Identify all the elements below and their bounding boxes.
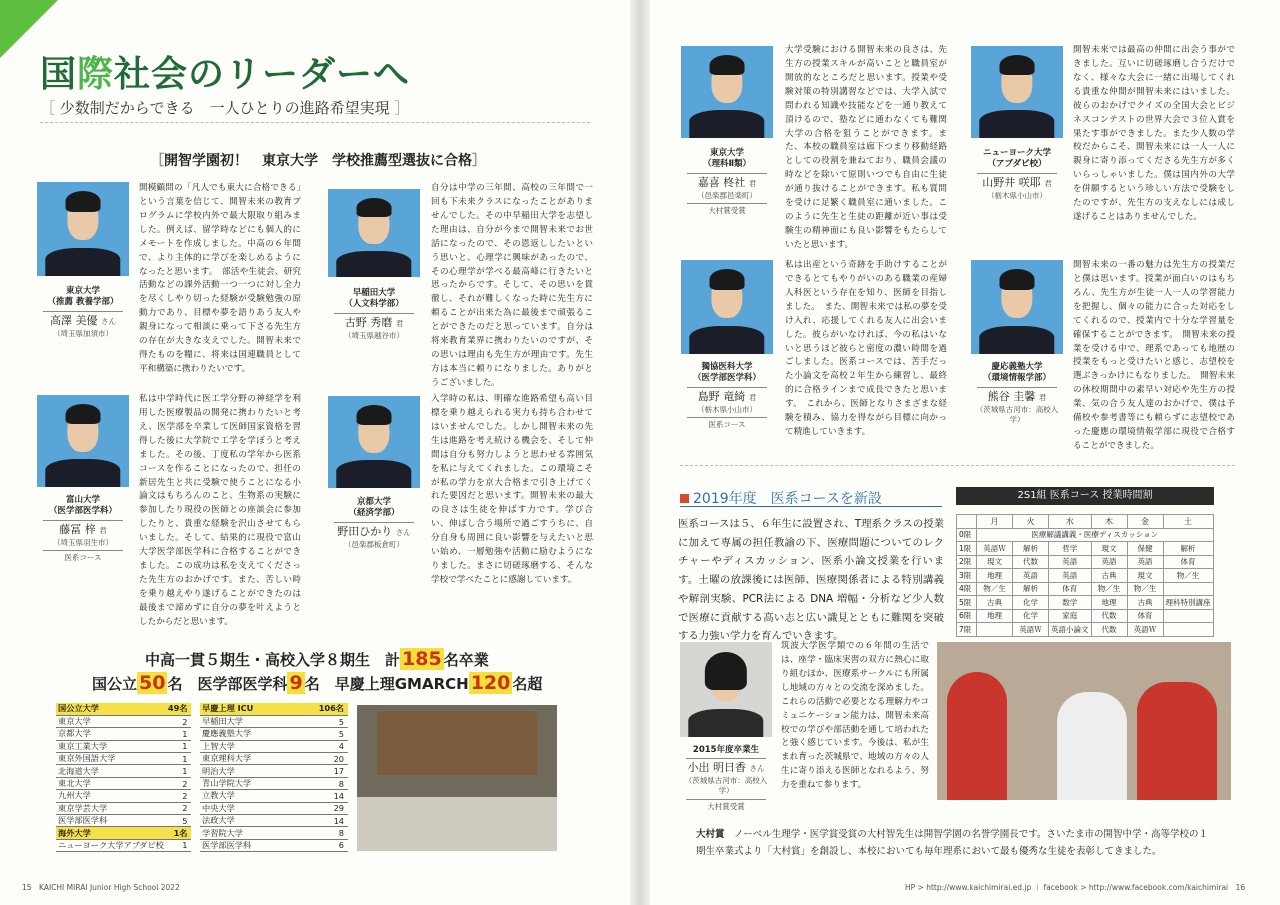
univ-count: 1 xyxy=(166,728,192,740)
timetable-cell: 物／生 xyxy=(977,582,1013,596)
timetable-cell: 家庭 xyxy=(1049,609,1092,623)
student-caption: 早稲田大学 （人文科学部） 古野 秀磨 君 （埼玉県越谷市） xyxy=(328,288,420,341)
timetable-cell: 現文 xyxy=(1127,569,1163,583)
timetable-period: 1限 xyxy=(957,542,977,556)
timetable-period: 2限 xyxy=(957,555,977,569)
footer-right: HP > http://www.kaichimirai.ed.jp ｜ facebook > http://www.facebook.com/kaichimirai 16 xyxy=(905,883,1246,892)
section-heading: 2019年度 医系コースを新設 xyxy=(680,488,882,508)
timetable-cell: 物／生 xyxy=(1127,582,1163,596)
timetable-cell: 代数 xyxy=(1013,555,1049,569)
table-row xyxy=(56,839,191,851)
table-row xyxy=(56,703,191,715)
timetable-cell: 古典 xyxy=(1127,596,1163,610)
table-row xyxy=(200,802,348,814)
univ-name: 上智大学 xyxy=(200,740,295,752)
timetable-cell: 英語 xyxy=(1013,569,1049,583)
univ-count: 29 xyxy=(295,802,348,814)
univ-name: 法政大学 xyxy=(200,815,295,827)
table-row xyxy=(200,765,348,777)
univ-name: 慶應義塾大学 xyxy=(200,728,295,740)
table-row xyxy=(56,753,191,765)
timetable-cell: 哲学 xyxy=(1049,542,1092,556)
table-row xyxy=(56,715,191,727)
timetable-day: 金 xyxy=(1127,515,1163,529)
timetable-period: 0限 xyxy=(957,528,977,542)
course-description: 医系コースは５、６年生に設置され、T理系クラスの授業に加えて専属の担任教諭の下、医療問題についてのレクチャーやディスカッション、医系小論文授業を行います。土曜の放課後には医師、医療関係者による特別講義や解剖実験、PCR法による DNA 増幅・分析など少人数で医療に貢献する高い志と広い識見とともに難関を突破する力強い学力を育んでいきます。 xyxy=(678,518,944,643)
timetable-cell: 英語 xyxy=(1127,555,1163,569)
timetable-cell: 物／生 xyxy=(1091,582,1127,596)
timetable-row xyxy=(957,582,1214,596)
univ-name: 九州大学 xyxy=(56,790,166,802)
table-row xyxy=(200,715,348,727)
timetable-cell: 代数 xyxy=(1091,609,1127,623)
univ-count: 2 xyxy=(166,777,192,789)
private-univ-table xyxy=(200,703,348,852)
student-photo xyxy=(681,46,773,138)
univ-name: 医学部医学科 xyxy=(200,839,295,851)
table-row xyxy=(56,728,191,740)
timetable-day: 水 xyxy=(1049,515,1092,529)
univ-count: 106名 xyxy=(295,703,348,715)
univ-count: 8 xyxy=(295,827,348,839)
group-photo xyxy=(357,705,557,851)
timetable-cell: 医療解議講義・医療ディスカッション xyxy=(977,528,1214,542)
univ-name: 東北大学 xyxy=(56,777,166,789)
timetable-row xyxy=(957,623,1214,637)
timetable-cell: 地理 xyxy=(977,609,1013,623)
student-photo xyxy=(971,260,1063,354)
divider xyxy=(680,465,1235,466)
timetable-day: 火 xyxy=(1013,515,1049,529)
divider xyxy=(40,122,590,123)
univ-name: 明治大学 xyxy=(200,765,295,777)
timetable-cell xyxy=(1163,609,1213,623)
univ-name: 早慶上理 ICU xyxy=(200,703,295,715)
univ-name: 東京学芸大学 xyxy=(56,802,166,814)
timetable-cell: 現文 xyxy=(977,555,1013,569)
page-gutter xyxy=(630,0,650,905)
timetable-day: 月 xyxy=(977,515,1013,529)
univ-count: 2 xyxy=(166,802,192,814)
univ-name: 学習院大学 xyxy=(200,827,295,839)
univ-count: 2 xyxy=(166,715,192,727)
table-row xyxy=(56,777,191,789)
student-caption: 富山大学 （医学部医学科） 藤冨 梓 君 （埼玉県羽生市） 医系コース xyxy=(37,495,129,563)
graduate-caption: 2015年度卒業生 小出 明日香 さん （茨城県古河市：高校入学） 大村賞受賞 xyxy=(684,745,768,811)
timetable-cell xyxy=(1163,582,1213,596)
univ-count: 5 xyxy=(166,815,192,827)
student-text: 大学受験における開智未来の良さは、先生方の授業スキルが高いことと職員室が開放的なところだと思います。授業や受験対策の特別講習などでは、大学入試で問われる知識や技能などを一通り教えて頂けるので、塾などに通わなくても難関大学の合格を狙うことができます。また、本校の職員室は廊下つまり移動経路としての役割を兼ねており、職員会議の時などを除いて原則いつでも自由に生徒が通り抜けることができます。私も質問を受けに足繁く職員室に通いました。このように先生と生徒の距離が近い事は受験生の精神面にも良い影響をもたらしていたと思います。 xyxy=(785,45,947,250)
timetable-row xyxy=(957,542,1214,556)
student-caption: 東京大学 （推薦 教養学部） 高澤 美優 さん （埼玉県加須市） xyxy=(37,286,129,339)
timetable-cell: 英語 xyxy=(1091,555,1127,569)
univ-name: 京都大学 xyxy=(56,728,166,740)
univ-name: 医学部医学科 xyxy=(56,815,166,827)
table-row xyxy=(200,839,348,851)
timetable-cell: 化学 xyxy=(1013,596,1049,610)
table-row xyxy=(200,777,348,789)
univ-count: 49名 xyxy=(166,703,192,715)
student-caption: 東京大学 （理科Ⅱ類） 嘉喜 柊社 君 （邑楽郡邑楽町） 大村賞受賞 xyxy=(681,148,773,216)
timetable-cell: 古典 xyxy=(977,596,1013,610)
timetable-row xyxy=(957,528,1214,542)
timetable-cell: 体育 xyxy=(1127,609,1163,623)
student-text: 開模顧問の「凡人でも東大に合格できる」という言葉を信じて、開智未来の教育プログラムに学校内外で最大限取り組みました。例えば、留学時などにも個人的にメモートを作成しました。中高の６年間で、より主体的に学びを楽しめるようになったと思います。 部活や生徒会、研究活動などの課外活動一つ一つに対し全力を尽くしやり切った経験が受験勉強の原動力であり、目標や夢を語りあう友人や親身になって相談に乗って下さる先生方の存在が大きな支えでした。開智未来で得たものを糧に、将来は国連職員として平和構築に携わりたいです。 xyxy=(139,183,301,374)
timetable-row xyxy=(957,609,1214,623)
timetable-cell: 英語Ｗ xyxy=(1013,623,1049,637)
timetable-period: 7限 xyxy=(957,623,977,637)
timetable-row xyxy=(957,555,1214,569)
timetable-cell xyxy=(1163,623,1213,637)
timetable-cell: 体育 xyxy=(1163,555,1213,569)
table-row xyxy=(200,790,348,802)
timetable-cell: 数学 xyxy=(1049,596,1092,610)
univ-name: 立教大学 xyxy=(200,790,295,802)
national-univ-table xyxy=(56,703,191,852)
univ-count: 1 xyxy=(166,839,192,851)
student-text: 私は中学時代に医工学分野の神経学を利用した医療製品の開発に携わりたいと考え、医学部を卒業して医師国家資格を習得した後に大学院で工学を学ぼうと考えました。その後、丁度私の学年から医系コースを作ることになったので、担任の新居先生と共に受験で使うことになる小論文はもちろんのこと、生物系の実験に参加したり現役の医師との座談会に参加したりと、貴重な経験を沢山させてもらいました。そして、結果的に現役で富山大学医学部医学科に合格することができました。この成功は私を支えてくださった先生方のおかげです。また、苦しい時を乗り越えやり遂げることができたのは最後まで諦めずに自分の夢を叶えようとしたからだと思います。 xyxy=(139,394,301,627)
admission-stats: 国公立 50 名 医学部医学科 9 名 早慶上理GMARCH 120 名超 xyxy=(92,672,543,694)
univ-name: 国公立大学 xyxy=(56,703,166,715)
timetable xyxy=(956,514,1214,637)
student-photo xyxy=(328,396,420,488)
timetable-header xyxy=(957,515,1214,529)
univ-name: 東京理科大学 xyxy=(200,753,295,765)
timetable-period: 6限 xyxy=(957,609,977,623)
table-row xyxy=(56,802,191,814)
timetable-cell: 地理 xyxy=(977,569,1013,583)
table-row xyxy=(56,815,191,827)
timetable-cell: 古典 xyxy=(1091,569,1127,583)
timetable-day: 土 xyxy=(1163,515,1213,529)
table-row xyxy=(200,728,348,740)
section-heading: ［開智学園初！ 東京大学 学校推薦型選抜に合格］ xyxy=(150,153,486,169)
table-row xyxy=(56,740,191,752)
univ-name: 東京工業大学 xyxy=(56,740,166,752)
timetable-period: 5限 xyxy=(957,596,977,610)
timetable-cell: 現文 xyxy=(1091,542,1127,556)
timetable-row xyxy=(957,596,1214,610)
omura-award-note: 大村賞 ノーベル生理学・医学賞受賞の大村智先生は開智学園の名誉学園長です。さいたま市の開智中学・高等学校の１期生卒業式より「大村賞」を創設し、本校においても毎年理系において最も優秀な生徒を表彰してきました。 xyxy=(696,829,1208,858)
graduate-photo xyxy=(680,642,772,737)
timetable-day xyxy=(957,515,977,529)
univ-count: 1 xyxy=(166,753,192,765)
timetable-cell: 英語小論文 xyxy=(1049,623,1092,637)
student-text: 開智未来では最高の仲間に出会う事ができました。互いに切磋琢磨し合うだけでなく、様々な大会に一緒に出場してくれる貴重な仲間が開智未来にはいました。彼らのおかげでクイズの全国大会とビジネスコンテストの世界大会で３位入賞を果たす事ができました。また少人数の学校だからこそ、開智未来には一人一人に親身に寄り添ってくださる先生方が多くいらっしゃいました。僕は国内外の大学を併願するという珍しい方法で受験をしたのですが、先生方の支えなしには成し遂げることはありませんでした。 xyxy=(1073,45,1235,223)
univ-count: 5 xyxy=(295,728,348,740)
univ-name: 北海道大学 xyxy=(56,765,166,777)
table-row xyxy=(56,827,191,839)
univ-count: 17 xyxy=(295,765,348,777)
student-photo xyxy=(971,46,1063,138)
timetable-cell: 英語Ｗ xyxy=(977,542,1013,556)
univ-count: 8 xyxy=(295,777,348,789)
table-row xyxy=(200,740,348,752)
univ-count: 1名 xyxy=(166,827,192,839)
univ-name: 早稲田大学 xyxy=(200,715,295,727)
timetable-day: 木 xyxy=(1091,515,1127,529)
univ-count: 14 xyxy=(295,790,348,802)
student-photo xyxy=(328,189,420,277)
timetable-row xyxy=(957,569,1214,583)
student-text: 入学時の私は、明確な進路希望も高い目標を乗り越えられる実力も持ち合わせてはいませんでした。しかし開智未来の先生は進路を考え続ける機会を、そして仲間は自分も努力しようと思わせる雰囲気を私に与えてくれました。この環境こそが私の学力を京大合格まで引き上げてくれた要因だと思います。開智未来の最大の良さは生徒を伸ばす力です。学び合い、伸ばし合う場所で過ごすうちに、自分自身も周囲に良い影響を与えたいと思い始め、一層勉強や活動に励むようになりました。まさに切磋琢磨する、そんな学校で学べたことに感謝しています。 xyxy=(431,394,593,585)
timetable-cell: 解析 xyxy=(1013,542,1049,556)
student-caption: 京都大学 （経済学部） 野田ひかり さん （邑楽郡板倉町） xyxy=(328,497,420,550)
univ-count: 6 xyxy=(295,839,348,851)
univ-count: 1 xyxy=(166,765,192,777)
univ-count: 14 xyxy=(295,815,348,827)
timetable-cell: 解析 xyxy=(1013,582,1049,596)
timetable-cell: 体育 xyxy=(1049,582,1092,596)
table-row xyxy=(56,765,191,777)
student-photo xyxy=(681,260,773,354)
table-row xyxy=(200,703,348,715)
divider xyxy=(680,506,942,507)
student-text: 開智未来の一番の魅力は先生方の授業だと僕は思います。授業が面白いのはもちろん、先生方が生徒一人一人の学習能力を把握し、個々の能力に合った対応をしてくれるので、授業内で十分な学習量を確保することができます。 開智未来の授業を受ける中で、理系であっても地歴の授業をもっと受けたいと感じ、志望校を選ぶきっかけにもなりました。 開智未来の休校期間中の素早い対応や先生方の授業、気の合う友人達のおかげで、僕は予備校や参考書等にも頼らずに志望校であった慶應の環境情報学部に現役で合格することができました。 xyxy=(1073,260,1235,451)
graduation-stats: 中高一貫５期生・高校入学８期生 計 185 名卒業 xyxy=(145,648,489,670)
timetable-cell: 物／生 xyxy=(1163,569,1213,583)
student-photo xyxy=(37,395,129,487)
table-row xyxy=(56,790,191,802)
timetable-period: 3限 xyxy=(957,569,977,583)
student-text: 自分は中学の三年間、高校の三年間で一回も下未来クラスになったことがありませんでした。その中早稲田大学を志望した理由は、自分が今まで開智未来でお世話になったので、その恩返ししたいという思いと、心理学に興味があったので、その心理学が学べる最高峰に行きたいと思ったからです。そして、その思いを貫徹し、それが難しくなった時に先生方に頼ることが出来た為に最後まで頑張ることができたのだと思っています。自分は将来教育業界に携わりたいのですが、その思いは理由も先生方が理由です。先生方は本当に頼りになりました。ありがとうございました。 xyxy=(431,183,593,388)
timetable-cell: 保健 xyxy=(1127,542,1163,556)
timetable-title: 2S1組 医系コース 授業時間割 xyxy=(956,487,1214,505)
page-title: 国際社会のリーダーへ xyxy=(40,54,411,95)
student-caption: ニューヨーク大学 （アブダビ校） 山野井 咲耶 君 （栃木県小山市） xyxy=(971,148,1063,201)
univ-name: 東京大学 xyxy=(56,715,166,727)
timetable-cell: 解析 xyxy=(1163,542,1213,556)
student-caption: 獨協医科大学 （医学部医学科） 島野 竜綺 君 （栃木県小山市） 医系コース xyxy=(681,362,773,430)
timetable-cell: 英語Ｗ xyxy=(1127,623,1163,637)
timetable-cell: 英語 xyxy=(1049,555,1092,569)
univ-count: 4 xyxy=(295,740,348,752)
univ-count: 1 xyxy=(166,740,192,752)
univ-name: 青山学院大学 xyxy=(200,777,295,789)
timetable-cell: 理科特別講座 xyxy=(1163,596,1213,610)
univ-name: ニューヨーク大学アブダビ校 xyxy=(58,839,164,850)
univ-name: 海外大学 xyxy=(56,827,166,839)
univ-name: 中央大学 xyxy=(200,802,295,814)
table-row xyxy=(200,827,348,839)
student-text: 私は出産という奇跡を手助けすることができるとてもやりがいのある職業の産婦人科医という存在を知り、医師を目指しました。 また、開智未来では私の夢を受け入れ、応援してくれる友人に出会いました。彼らがいなければ、今の私はいないと思うほど彼らと密度の濃い時間を過ごしました。医系コースでは、苦手だった小論文を高校２年生から練習し、最終的に合格ラインまで成長できたと思います。 これから、医師となりさまざまな経験を積み、協力を得ながら目標に向かって精進していきます。 xyxy=(785,260,947,438)
univ-count: 5 xyxy=(295,715,348,727)
univ-count: 20 xyxy=(295,753,348,765)
student-caption: 慶応義塾大学 （環境情報学部） 熊谷 圭馨 君 （茨城県古河市：高校入学） xyxy=(975,362,1059,424)
timetable-period: 4限 xyxy=(957,582,977,596)
timetable-cell: 地理 xyxy=(1091,596,1127,610)
timetable-cell: 代数 xyxy=(1091,623,1127,637)
page-subtitle: ［ 少数制だからできる 一人ひとりの進路希望実現 ］ xyxy=(40,99,410,117)
table-row xyxy=(200,753,348,765)
table-row xyxy=(200,815,348,827)
footer-left: 15 KAICHI MIRAI Junior High School 2022 xyxy=(22,883,180,892)
timetable-cell: 英語 xyxy=(1049,569,1092,583)
student-photo xyxy=(37,182,129,276)
timetable-cell: 化学 xyxy=(1013,609,1049,623)
univ-count: 2 xyxy=(166,790,192,802)
graduate-text: 筑波大学医学類での６年間の生活では、座学・臨床実習の双方に熱心に取り組むほか、医療系サークルにも所属し地域の方々との交流を深めました。これらの活動で必要となる理解力やコミュニケーション能力は、開智未来高校での学びや部活動を通して培われたと強く感じています。今後は、私が生まれ育った茨城県で、地域の方々の人生に寄り添える医師となれるよう、努力を重ねて参ります。 xyxy=(781,641,929,791)
class-photo xyxy=(937,642,1231,800)
univ-name: 東京外国語大学 xyxy=(56,753,166,765)
timetable-cell xyxy=(977,623,1013,637)
